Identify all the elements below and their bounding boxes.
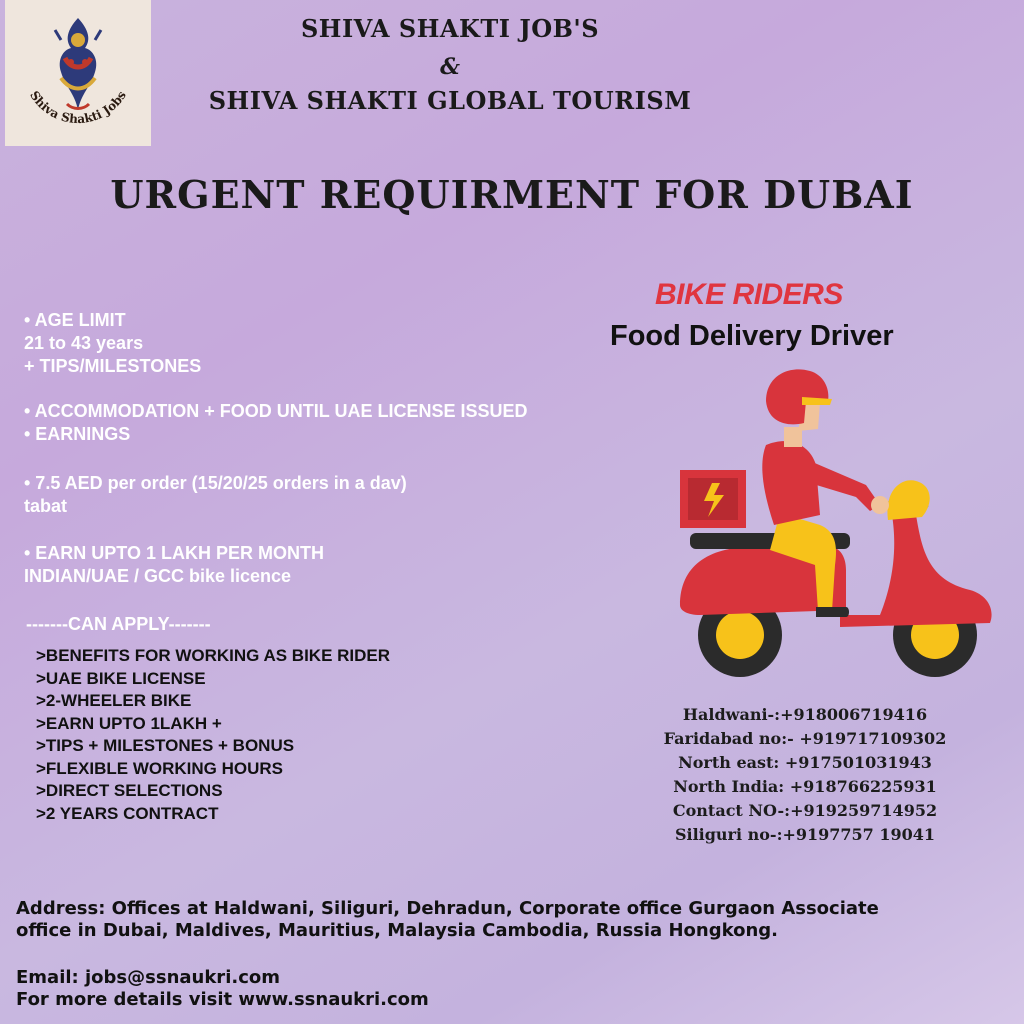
- per-order-block: [24, 472, 407, 518]
- website-text: For more details visit www.ssnaukri.com: [16, 989, 429, 1010]
- requirements-block: [24, 309, 201, 378]
- list-item: >DIRECT SELECTIONS: [36, 781, 223, 800]
- age-range: 21 to 43 years: [24, 333, 144, 353]
- page-title: URGENT REQUIRMENT FOR DUBAI: [110, 172, 914, 217]
- contact-north-east: North east: +917501031943: [678, 753, 932, 772]
- company-logo: [5, 0, 151, 146]
- bike-riders-heading: BIKE RIDERS: [655, 278, 843, 311]
- list-item: >UAE BIKE LICENSE: [36, 668, 206, 688]
- list-item: >2-WHEELER BIKE: [36, 691, 192, 710]
- contact-main: Contact NO-:+919259714952: [672, 801, 938, 820]
- delivery-illustration: [670, 365, 1010, 685]
- company-name-jobs: SHIVA SHAKTI JOB'S: [300, 14, 600, 43]
- list-item: >BENEFITS FOR WORKING AS BIKE RIDER: [36, 646, 391, 665]
- tips-milestones: + TIPS/MILESTONES: [24, 356, 202, 376]
- list-item: >TIPS + MILESTONES + BONUS: [36, 736, 295, 755]
- earnings-label: • EARNINGS: [24, 424, 131, 444]
- contact-list: [610, 703, 1000, 847]
- benefits-list: [36, 645, 390, 825]
- tabat-text: tabat: [24, 496, 68, 516]
- age-limit-label: • AGE LIMIT: [24, 310, 126, 330]
- accommodation-block: [24, 400, 528, 446]
- contact-north-india: North India: +918766225931: [673, 777, 937, 796]
- deity-emblem-icon: [5, 0, 151, 146]
- email-text: Email: jobs@ssnaukri.com: [16, 967, 280, 988]
- list-item: >2 YEARS CONTRACT: [36, 803, 219, 823]
- address-line: office in Dubai, Maldives, Mauritius, Malaysia Cambodia, Russia Hongkong.: [16, 920, 778, 941]
- contact-haldwani: Haldwani-:+918006719416: [682, 705, 928, 724]
- list-item: >FLEXIBLE WORKING HOURS: [36, 758, 283, 778]
- contact-siliguri: Siliguri no-:+9197757 19041: [674, 825, 936, 844]
- contact-faridabad: Faridabad no:- +919717109302: [663, 729, 947, 748]
- food-delivery-heading: Food Delivery Driver: [610, 320, 894, 352]
- delivery-scooter-icon: [670, 365, 1010, 685]
- address-block: [16, 898, 879, 942]
- company-name-tourism: SHIVA SHAKTI GLOBAL TOURISM: [208, 86, 692, 115]
- can-apply-text: -------CAN APPLY-------: [26, 614, 211, 634]
- licence-text: INDIAN/UAE / GCC bike licence: [24, 566, 292, 586]
- list-item: >EARN UPTO 1LAKH +: [36, 713, 222, 733]
- accommodation-text: • ACCOMMODATION + FOOD UNTIL UAE LICENSE ISSUED: [24, 401, 528, 421]
- address-line: Address: Offices at Haldwani, Siliguri, Dehradun, Corporate office Gurgaon Associate: [16, 898, 879, 919]
- earn-upto-text: • EARN UPTO 1 LAKH PER MONTH: [24, 543, 324, 563]
- earn-block: [24, 542, 324, 588]
- contact-footer: [16, 967, 429, 1011]
- ampersand: &: [440, 54, 460, 80]
- per-order-text: • 7.5 AED per order (15/20/25 orders in a dav): [24, 473, 407, 493]
- logo-text: Shiva Shakti Jobs: [27, 88, 129, 127]
